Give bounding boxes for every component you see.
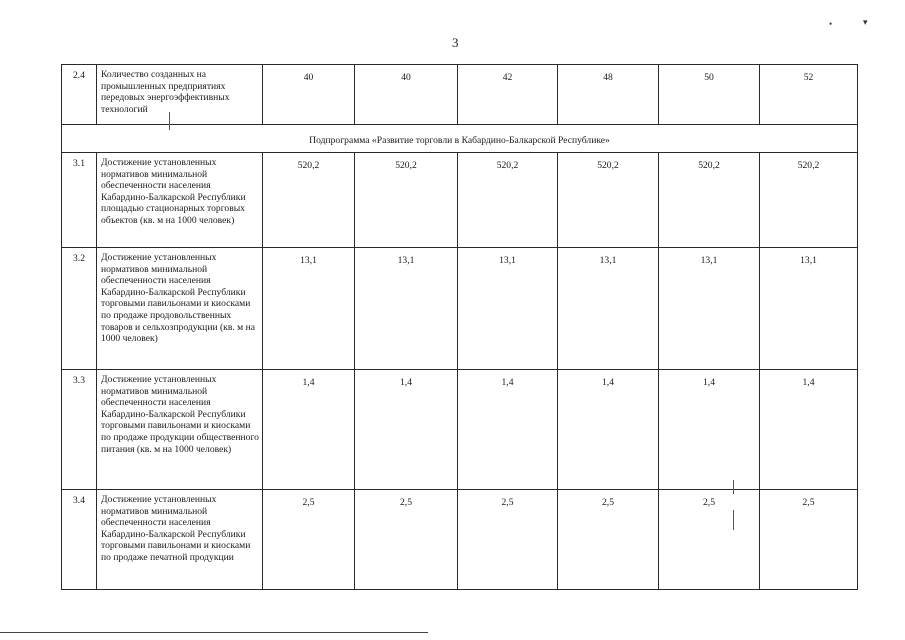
value-cell: 13,1	[355, 248, 458, 370]
row-number: 3.4	[62, 490, 97, 590]
scan-speck: •	[829, 19, 833, 29]
value-cell: 2,5	[355, 490, 458, 590]
value-cell: 520,2	[458, 153, 558, 248]
table-row	[62, 370, 858, 490]
value-cell: 2,5	[760, 490, 858, 590]
scan-artifact	[733, 480, 734, 494]
page-number: 3	[452, 35, 459, 50]
value-cell: 13,1	[263, 248, 355, 370]
value-cell: 13,1	[558, 248, 659, 370]
value-cell: 13,1	[458, 248, 558, 370]
table-row	[62, 490, 858, 590]
value-cell: 13,1	[760, 248, 858, 370]
value-cell: 2,5	[659, 490, 760, 590]
value-cell: 520,2	[355, 153, 458, 248]
value-cell: 2,5	[263, 490, 355, 590]
value-cell: 40	[355, 65, 458, 125]
indicators-table	[61, 64, 858, 590]
value-cell: 1,4	[659, 370, 760, 490]
row-description: Достижение установленных нормативов минимальной обеспеченности населения Кабардино-Балкарской Республики площадью стационарных торговых объектов (кв. м на 1000 человек)	[97, 153, 263, 248]
row-description: Достижение установленных нормативов минимальной обеспеченности населения Кабардино-Балкарской Республики торговыми павильонами и киосками по продаже продовольственных товаров и сельхозпродукции (кв. м на 1000 человек)	[97, 248, 263, 370]
value-cell: 520,2	[263, 153, 355, 248]
value-cell: 2,5	[458, 490, 558, 590]
row-number: 3.1	[62, 153, 97, 248]
row-number: 3.3	[62, 370, 97, 490]
table-row	[62, 248, 858, 370]
row-number: 2.4	[62, 65, 97, 125]
scan-speck: ▾	[863, 17, 868, 27]
value-cell: 50	[659, 65, 760, 125]
value-cell: 52	[760, 65, 858, 125]
value-cell: 42	[458, 65, 558, 125]
table-row	[62, 65, 858, 125]
row-description: Количество созданных на промышленных предприятиях передовых энергоэффективных технологий	[97, 65, 263, 125]
value-cell: 13,1	[659, 248, 760, 370]
scan-artifact	[733, 510, 734, 530]
value-cell: 2,5	[558, 490, 659, 590]
value-cell: 520,2	[659, 153, 760, 248]
row-description: Достижение установленных нормативов минимальной обеспеченности населения Кабардино-Балкарской Республики торговыми павильонами и киосками по продаже печатной продукции	[97, 490, 263, 590]
value-cell: 520,2	[760, 153, 858, 248]
row-number: 3.2	[62, 248, 97, 370]
value-cell: 48	[558, 65, 659, 125]
subprogram-title: Подпрограмма «Развитие торговли в Кабардино-Балкарской Республике»	[62, 125, 858, 153]
value-cell: 520,2	[558, 153, 659, 248]
value-cell: 1,4	[458, 370, 558, 490]
table-row	[62, 153, 858, 248]
footer-rule	[0, 632, 428, 633]
row-description: Достижение установленных нормативов минимальной обеспеченности населения Кабардино-Балкарской Республики торговыми павильонами и киосками по продаже продукции общественного питания (кв. м на 1000 человек)	[97, 370, 263, 490]
value-cell: 1,4	[263, 370, 355, 490]
subprogram-row	[62, 125, 858, 153]
value-cell: 1,4	[558, 370, 659, 490]
value-cell: 1,4	[760, 370, 858, 490]
value-cell: 1,4	[355, 370, 458, 490]
scan-artifact	[169, 112, 170, 130]
value-cell: 40	[263, 65, 355, 125]
